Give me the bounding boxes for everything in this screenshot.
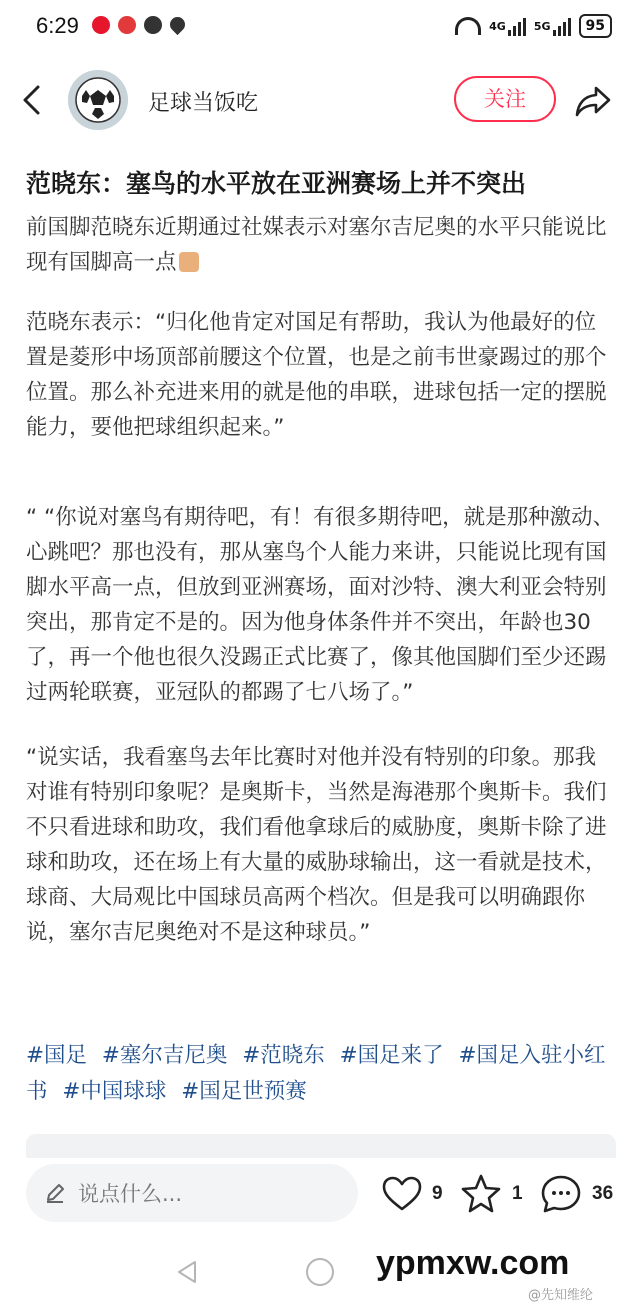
article-paragraph-1 [26,210,616,280]
status-bar [0,0,640,56]
nav-home-icon[interactable] [306,1258,334,1286]
hashtag-link[interactable]: #国足 [26,1043,88,1068]
hashtag-link[interactable]: #塞尔吉尼奥 [101,1043,228,1068]
hashtag-link[interactable]: #国足世预赛 [181,1079,307,1104]
comment-placeholder: 说点什么... [78,1182,183,1206]
comment-input[interactable] [26,1164,358,1222]
comments-section-top [26,1134,616,1158]
battery-indicator: 95 [579,14,612,38]
favorite-button[interactable] [460,1172,523,1216]
status-time: 6:29 [36,13,79,38]
nav-back-icon[interactable] [176,1260,198,1284]
site-watermark: ypmxw.com [376,1244,570,1282]
alarm-icon [144,16,162,34]
signal-icon [508,16,526,36]
article-paragraph-4: “说实话，我看塞鸟去年比赛时对他并没有特别的印象。那我对谁有特别印象呢？是奥斯卡，当然是海港那个奥斯卡。我们不只看进球和助攻，我们看他拿球后的威胁度，奥斯卡除了进球和助攻，还在场上有大量的威胁球输出，这一看就是技术，球商、大局观比中国球员高两个档次。但是我可以明确跟你说，塞尔吉尼奥绝对不是这种球员。” [26,745,607,945]
pencil-icon [44,1182,66,1204]
article-title: 范晓东：塞鸟的水平放在亚洲赛场上并不突出 [26,169,527,198]
like-button[interactable] [382,1172,443,1216]
app-notification-icon [118,16,136,34]
wifi-icon [455,17,481,35]
hashtag-link[interactable]: #范晓东 [242,1043,325,1068]
location-icon [167,14,188,35]
comment-button[interactable] [540,1172,613,1216]
system-nav-bar [0,1238,640,1306]
hashtag-link[interactable]: #中国球球 [62,1079,167,1104]
article-paragraph-2: 范晓东表示：“归化他肯定对国足有帮助，我认为他最好的位置是菱形中场顶部前腰这个位置，也是之前韦世豪踢过的那个位置。那么补充进来用的就是他的串联，进球包括一定的摆脱能力，要他把球组织起来。” [26,310,607,440]
article-paragraph-3: “ “你说对塞鸟有期待吧，有！有很多期待吧，就是那种激动、心跳吧？那也没有，那从塞鸟个人能力来讲，只能说比现有国脚水平高一点，但放到亚洲赛场，面对沙特、澳大利亚会特别突出，那肯定不是的。因为他身体条件并不突出，年龄也30了，再一个他也很久没踢正式比赛了，像其他国脚们至少还踢过两轮联赛，亚冠队的都踢了七八场了。” [26,505,615,705]
network-type-label: 4G [489,19,506,33]
back-arrow-icon[interactable] [20,84,44,116]
follow-button[interactable]: 关注 [454,76,556,122]
heart-icon [382,1176,422,1212]
like-count: 9 [432,1183,443,1204]
post-header [0,60,640,140]
comment-bubble-icon [540,1174,582,1214]
signal-icon-2 [553,16,571,36]
avatar[interactable] [68,70,128,130]
hashtag-link[interactable]: #国足入驻小红书 [26,1043,606,1104]
share-icon[interactable] [574,82,612,120]
status-right-group [455,14,612,38]
status-notification-icons [92,16,185,34]
weibo-icon [92,16,110,34]
weibo-watermark: @先知维纶 [528,1288,594,1303]
favorite-count: 1 [512,1183,523,1204]
soccer-ball-icon [68,70,128,130]
star-icon [460,1174,502,1214]
hashtag-link[interactable]: #国足来了 [339,1043,444,1068]
author-name[interactable]: 足球当饭吃 [148,91,259,116]
emoji-icon [179,252,199,272]
article-paragraph-1-text: 前国脚范晓东近期通过社媒表示对塞尔吉尼奥的水平只能说比现有国脚高一点 [26,215,607,275]
bottom-action-bar [0,1160,640,1230]
network-type-label-2: 5G [533,19,551,33]
comment-count: 36 [592,1183,614,1204]
hashtag-list [26,1038,616,1110]
